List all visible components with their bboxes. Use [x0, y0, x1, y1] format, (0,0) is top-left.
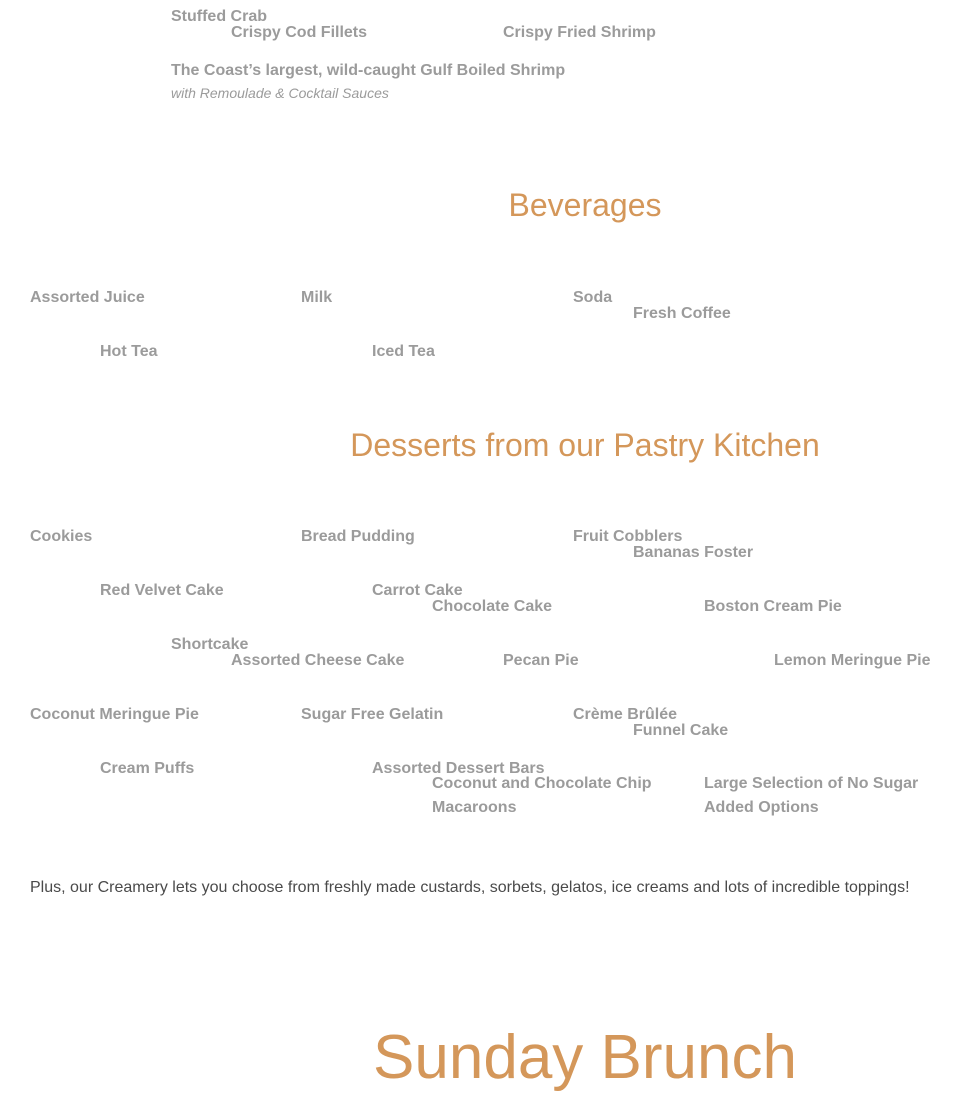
menu-item: Sugar Free Gelatin — [301, 706, 444, 723]
menu-item: Bread Pudding — [301, 528, 415, 545]
menu-item: Fresh Coffee — [633, 305, 731, 322]
section-heading-desserts: Desserts from our Pastry Kitchen — [350, 427, 820, 463]
menu-item-note: with Remoulade & Cocktail Sauces — [171, 85, 389, 101]
menu-item: Shortcake — [171, 636, 249, 653]
menu-item: Pecan Pie — [503, 652, 579, 669]
menu-item: Coconut Meringue Pie — [30, 706, 199, 723]
menu-item: Iced Tea — [372, 343, 435, 360]
menu-item: Assorted Dessert Bars — [372, 760, 545, 777]
menu-item: Milk — [301, 289, 333, 306]
menu-item: Large Selection of No Sugar Added Options — [704, 775, 919, 816]
menu-item: Fruit Cobblers — [573, 528, 683, 545]
menu-item-boiled-shrimp: The Coast’s largest, wild-caught Gulf Boiled Shrimp — [171, 62, 566, 79]
menu-item: Crème Brûlée — [573, 706, 678, 723]
menu-item: Bananas Foster — [633, 544, 754, 561]
menu-item: Assorted Cheese Cake — [231, 652, 405, 669]
menu-item-crispy-shrimp: Crispy Fried Shrimp — [503, 24, 656, 41]
menu-item: Carrot Cake — [372, 582, 463, 599]
menu-item: Chocolate Cake — [432, 598, 553, 615]
menu-item-stuffed-crab: Stuffed Crab — [171, 8, 267, 25]
section-heading-beverages: Beverages — [508, 187, 662, 223]
creamery-note: Plus, our Creamery lets you choose from freshly made custards, sorbets, gelatos, ice creams and lots of incredible toppings! — [30, 879, 910, 896]
menu-item: Cookies — [30, 528, 93, 545]
menu-item: Funnel Cake — [633, 722, 729, 739]
menu-item: Coconut and Chocolate Chip Macaroons — [432, 775, 652, 816]
menu-item: Lemon Meringue Pie — [774, 652, 931, 669]
menu-item: Soda — [573, 289, 613, 306]
section-heading-brunch: Sunday Brunch — [373, 1023, 797, 1092]
menu-item-crispy-cod: Crispy Cod Fillets — [231, 24, 368, 41]
menu-item: Boston Cream Pie — [704, 598, 842, 615]
menu-item: Assorted Juice — [30, 289, 145, 306]
menu-item: Cream Puffs — [100, 760, 195, 777]
menu-item: Hot Tea — [100, 343, 158, 360]
menu-item: Red Velvet Cake — [100, 582, 224, 599]
